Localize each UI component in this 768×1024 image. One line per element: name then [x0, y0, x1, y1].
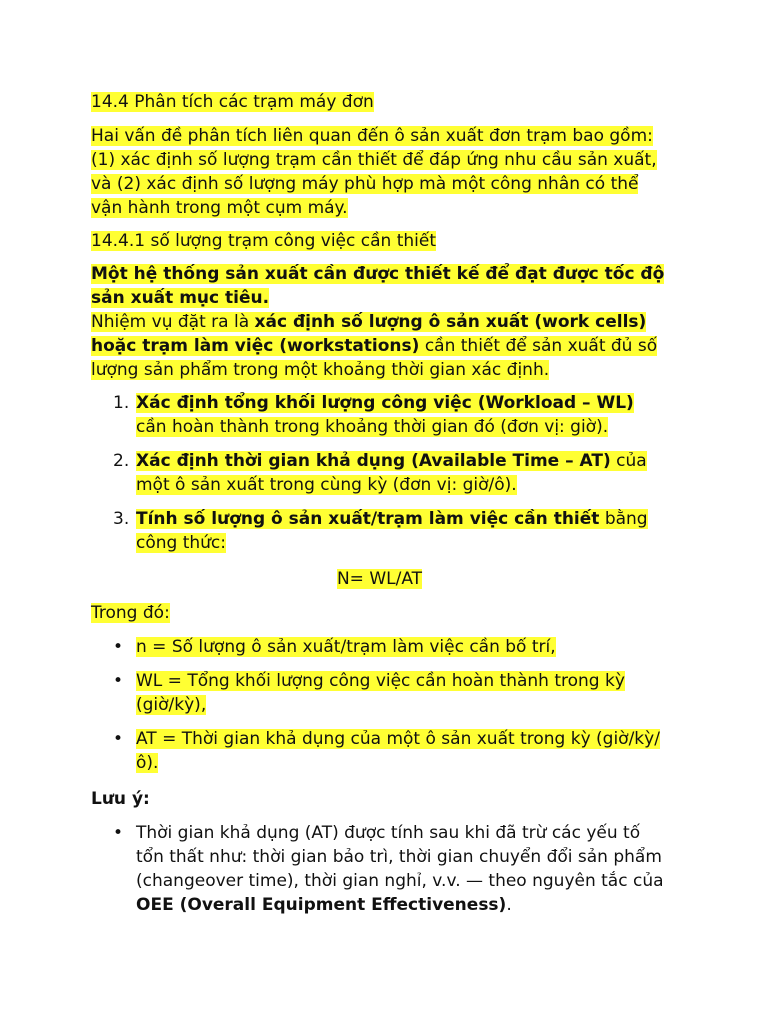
section-title: 14.4 Phân tích các trạm máy đơn — [91, 92, 374, 112]
step-bold: Xác định tổng khối lượng công việc (Workload – WL) — [136, 393, 634, 413]
task-paragraph — [91, 310, 668, 382]
list-item — [91, 669, 668, 717]
step-number: 3. — [113, 509, 130, 529]
bullet-icon: • — [113, 637, 124, 657]
bullet-icon: • — [113, 823, 124, 843]
list-item — [91, 635, 668, 659]
definitions-list — [91, 635, 668, 775]
note-bold: OEE (Overall Equipment Effectiveness) — [136, 895, 507, 915]
list-item — [91, 391, 668, 439]
formula-line — [91, 567, 668, 591]
step-text: cần hoàn thành trong khoảng thời gian đó (đơn vị: giờ). — [136, 417, 609, 437]
where-line — [91, 601, 668, 625]
task-bold: xác định số lượng ô sản xuất (work cells) hoặc trạm làm việc (workstations) — [91, 312, 647, 356]
goal-paragraph — [91, 262, 668, 310]
task-suffix: cần thiết để sản xuất đủ số lượng sản phẩm trong một khoảng thời gian xác định. — [91, 336, 658, 380]
step-text: của một ô sản xuất trong cùng kỳ (đơn vị: giờ/ô). — [136, 451, 647, 495]
bullet-icon: • — [113, 729, 124, 749]
subsection-title: 14.4.1 số lượng trạm công việc cần thiết — [91, 231, 436, 251]
section-heading — [91, 90, 668, 114]
step-bold: Tính số lượng ô sản xuất/trạm làm việc cần thiết — [136, 509, 600, 529]
where-label: Trong đó: — [91, 603, 170, 623]
bullet-icon: • — [113, 671, 124, 691]
note-end: . — [506, 895, 512, 915]
list-item — [91, 449, 668, 497]
step-text: bằng công thức: — [136, 509, 648, 553]
list-item — [91, 727, 668, 775]
task-prefix: Nhiệm vụ đặt ra là — [91, 312, 255, 332]
goal-statement: Một hệ thống sản xuất cần được thiết kế để đạt được tốc độ sản xuất mục tiêu. — [91, 264, 665, 308]
intro-paragraph — [91, 124, 668, 220]
note-title: Lưu ý: — [91, 789, 150, 809]
intro-text: Hai vấn đề phân tích liên quan đến ô sản xuất đơn trạm bao gồm: (1) xác định số lượng trạm cần thiết để đáp ứng nhu cầu sản xuất, và (2) xác định số lượng máy phù hợp mà một công nhân có thể vận hành trong một cụm máy. — [91, 126, 657, 218]
step-bold: Xác định thời gian khả dụng (Available Time – AT) — [136, 451, 611, 471]
list-item — [91, 821, 668, 917]
definition-text: n = Số lượng ô sản xuất/trạm làm việc cần bố trí, — [136, 637, 556, 657]
definition-text: WL = Tổng khối lượng công việc cần hoàn thành trong kỳ (giờ/kỳ), — [136, 671, 625, 715]
note-text: Thời gian khả dụng (AT) được tính sau khi đã trừ các yếu tố tổn thất như: thời gian bảo trì, thời gian chuyển đổi sản phẩm (changeover time), thời gian nghỉ, v.v. — theo nguyên tắc của — [136, 823, 664, 891]
formula: N= WL/AT — [336, 569, 423, 589]
step-number: 1. — [113, 393, 130, 413]
step-number: 2. — [113, 451, 130, 471]
list-item — [91, 507, 668, 555]
subsection-heading — [91, 229, 668, 253]
definition-text: AT = Thời gian khả dụng của một ô sản xuất trong kỳ (giờ/kỳ/ô). — [136, 729, 660, 773]
notes-list — [91, 821, 668, 917]
steps-list — [91, 391, 668, 555]
